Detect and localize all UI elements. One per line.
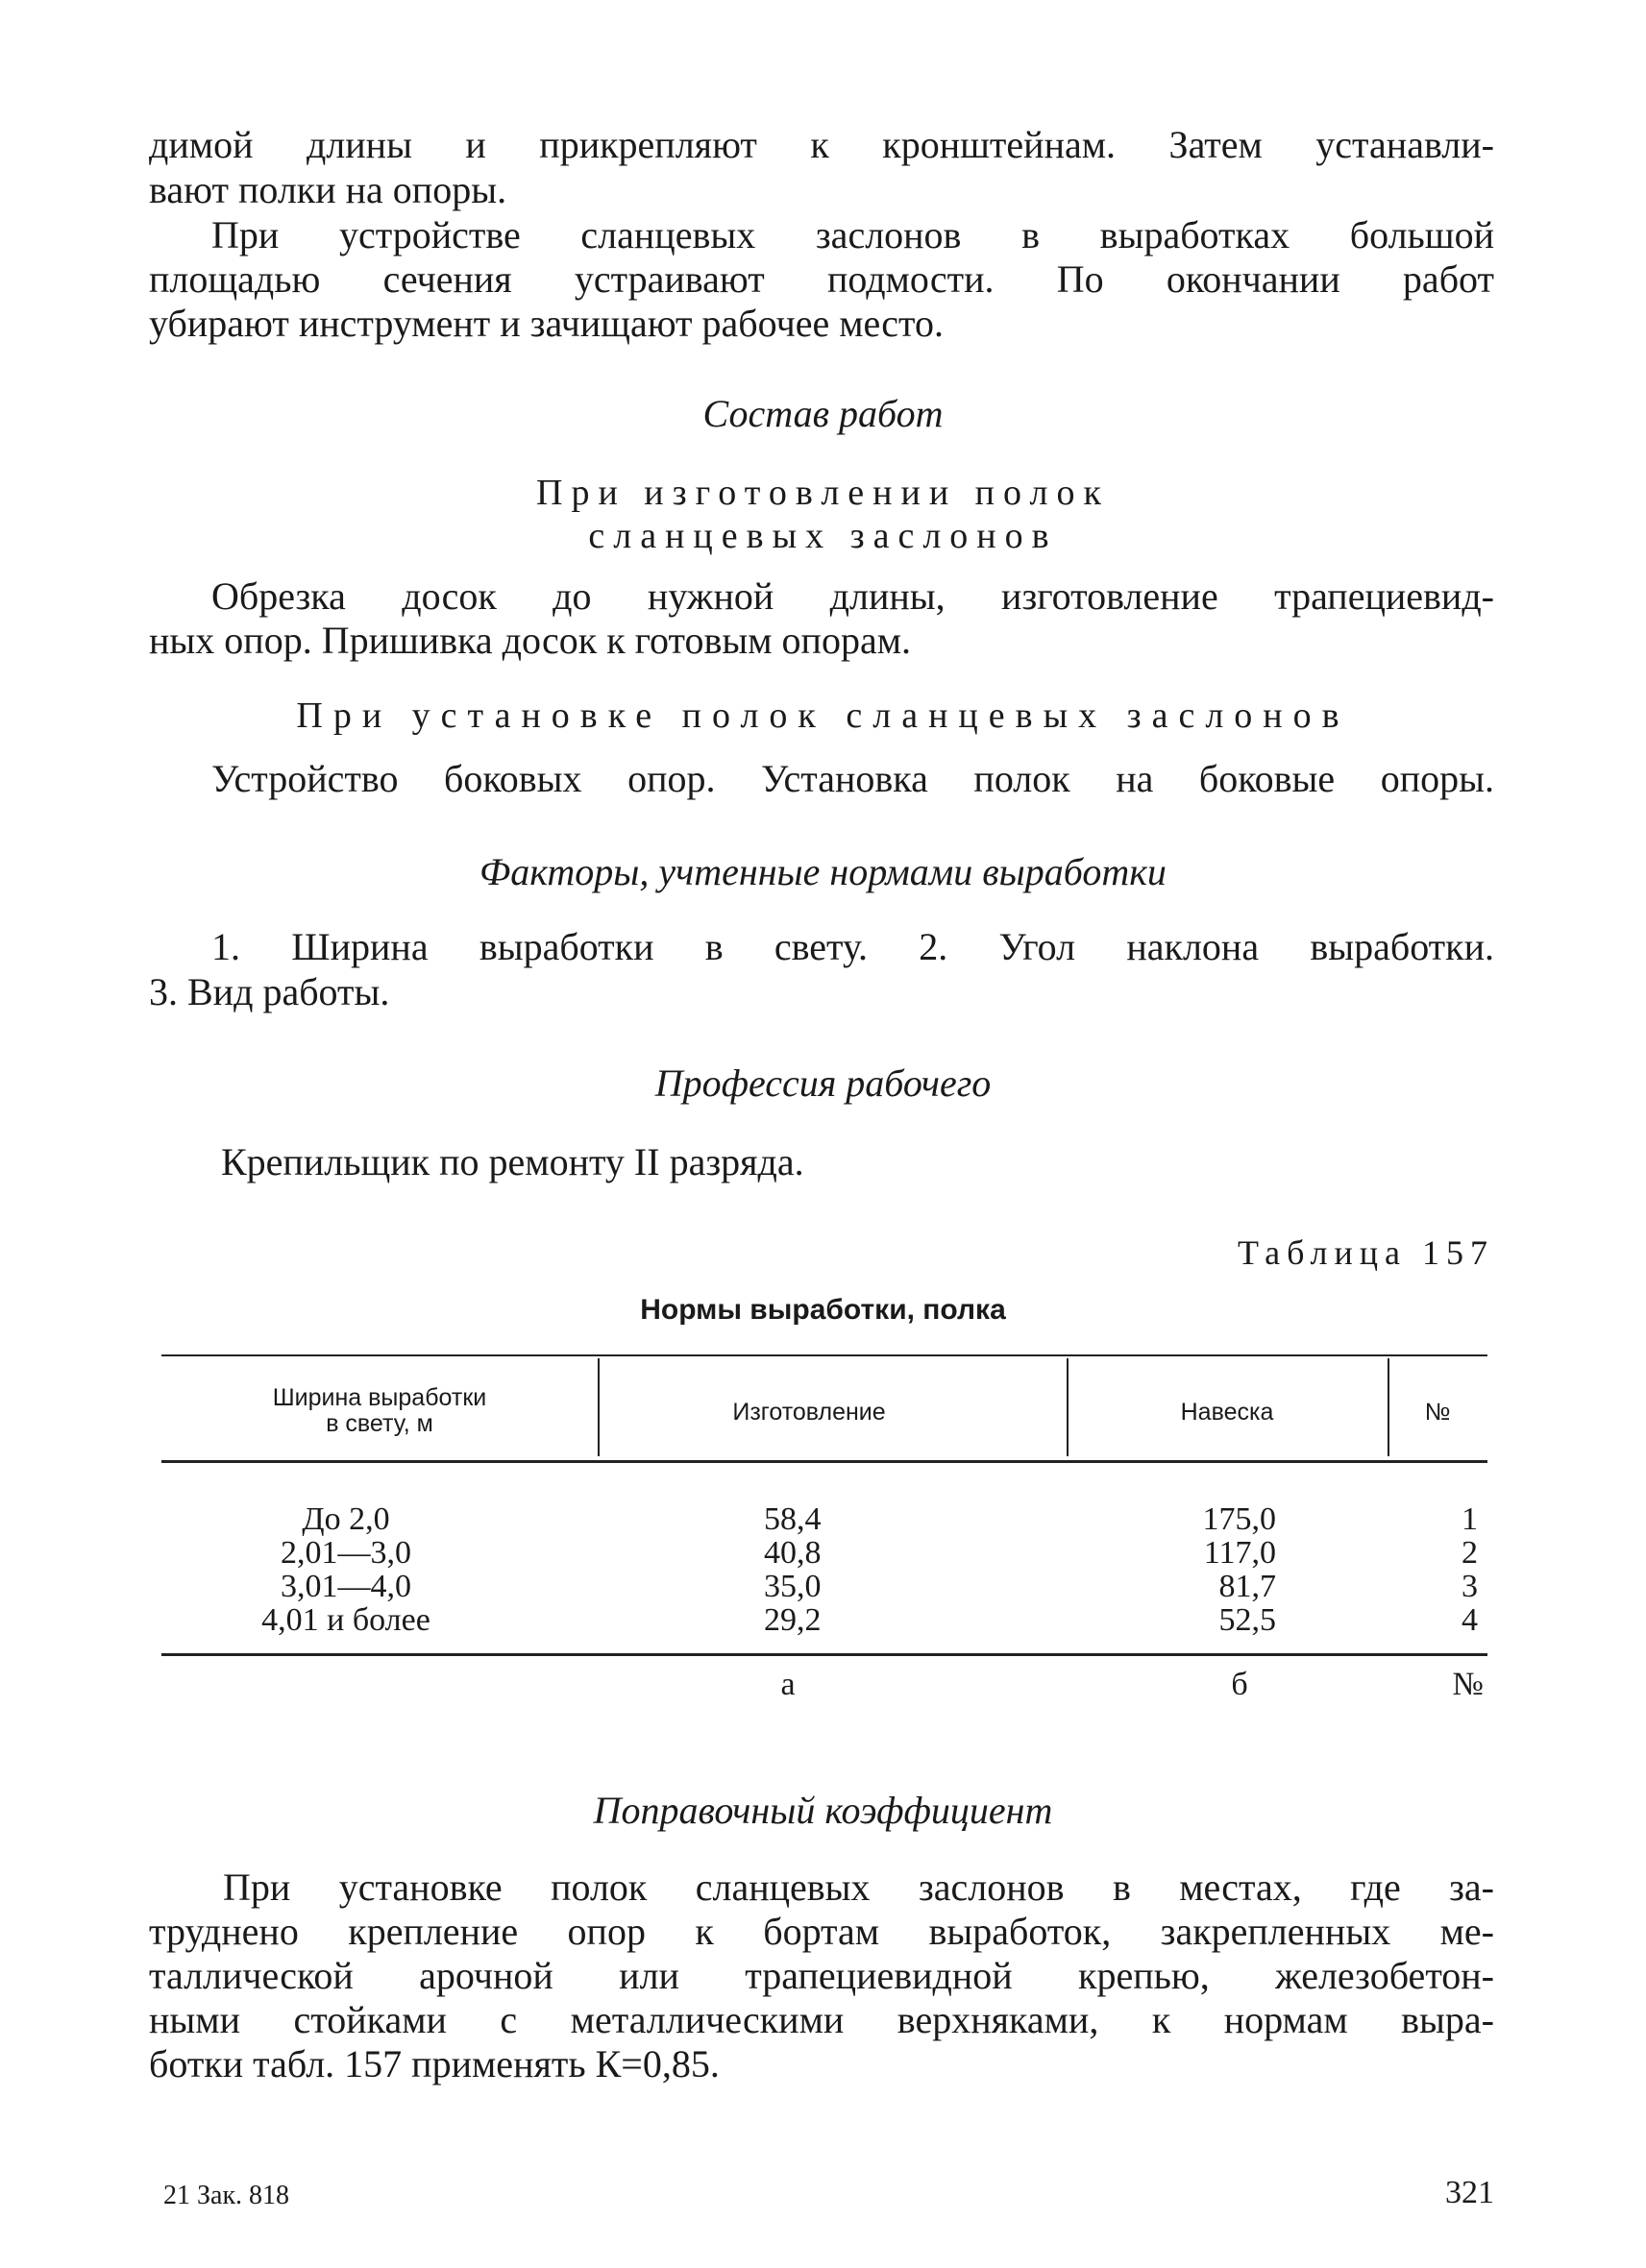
intro-line-3: При устройстве сланцевых заслонов в выработках большой	[211, 213, 1494, 256]
composition-title: Состав работ	[702, 392, 944, 435]
table-top-rule	[161, 1354, 1487, 1356]
row-3-width: 3,01—4,0	[281, 1569, 411, 1604]
row-4-number: 4	[1462, 1602, 1478, 1638]
row-4-width: 4,01 и более	[261, 1602, 430, 1638]
row-1-number: 1	[1462, 1501, 1478, 1537]
header-hanging: Навеска	[1180, 1399, 1274, 1426]
header-width-line-1: Ширина выработки	[272, 1384, 487, 1411]
table-title: Нормы выработки, полка	[640, 1294, 1006, 1326]
header-bottom-rule	[161, 1460, 1487, 1463]
row-4-manufacture: 29,2	[764, 1602, 822, 1638]
column-letter-number: №	[1452, 1667, 1484, 1702]
header-manufacture: Изготовление	[732, 1399, 886, 1426]
table-label: Таблица 157	[1238, 1233, 1494, 1272]
row-2-manufacture: 40,8	[764, 1535, 822, 1571]
footer-order: 21 Зак. 818	[163, 2181, 290, 2210]
row-2-width: 2,01—3,0	[281, 1535, 411, 1571]
correction-line-2: труднено крепление опор к бортам выработок, закрепленных ме-	[149, 1910, 1494, 1953]
header-number: №	[1424, 1399, 1451, 1426]
manufacture-title-line-1: При изготовлении полок	[536, 473, 1110, 513]
factors-title: Факторы, учтенные нормами выработки	[479, 850, 1167, 893]
row-2-number: 2	[1462, 1535, 1478, 1571]
correction-title: Поправочный коэффициент	[593, 1789, 1053, 1832]
factors-line-2: 3. Вид работы.	[149, 970, 390, 1013]
row-3-manufacture: 35,0	[764, 1569, 822, 1604]
factors-line-1: 1. Ширина выработки в свету. 2. Угол наклона выработки.	[211, 925, 1494, 968]
row-1-manufacture: 58,4	[764, 1501, 822, 1537]
correction-line-1: При установке полок сланцевых заслонов в местах, где за-	[223, 1866, 1494, 1909]
table-bottom-rule	[161, 1653, 1487, 1656]
profession-text: Крепильщик по ремонту II разряда.	[221, 1140, 804, 1183]
column-letter-hanging: б	[1231, 1667, 1248, 1702]
column-letter-manufacture: а	[780, 1667, 796, 1702]
page-number: 321	[1445, 2175, 1494, 2210]
manufacture-text-line-2: ных опор. Пришивка досок к готовым опорам.	[149, 619, 912, 662]
manufacture-title-line-2: сланцевых заслонов	[588, 516, 1058, 556]
row-4-hanging: 52,5	[1218, 1602, 1276, 1638]
correction-line-5: ботки табл. 157 применять К=0,85.	[149, 2042, 720, 2085]
row-1-hanging: 175,0	[1202, 1501, 1276, 1537]
profession-title: Профессия рабочего	[654, 1061, 992, 1105]
row-1-width: До 2,0	[302, 1501, 390, 1537]
intro-line-2: вают полки на опоры.	[149, 168, 507, 211]
install-title: При установке полок сланцевых заслонов	[296, 695, 1350, 736]
correction-line-4: ными стойками с металлическими верхняками, к нормам выра-	[149, 1998, 1494, 2041]
intro-line-4: площадью сечения устраивают подмости. По окончании работ	[149, 257, 1494, 301]
manufacture-text-line-1: Обрезка досок до нужной длины, изготовление трапециевид-	[211, 574, 1494, 618]
correction-line-3: таллической арочной или трапециевидной крепью, железобетон-	[149, 1954, 1494, 1997]
header-width-line-2: в свету, м	[326, 1410, 433, 1437]
intro-line-5: убирают инструмент и зачищают рабочее место.	[149, 302, 944, 345]
row-3-number: 3	[1462, 1569, 1478, 1604]
intro-line-1: димой длины и прикрепляют к кронштейнам. Затем устанавли-	[149, 123, 1494, 166]
row-2-hanging: 117,0	[1203, 1535, 1276, 1571]
row-3-hanging: 81,7	[1218, 1569, 1276, 1604]
install-text: Устройство боковых опор. Установка полок на боковые опоры.	[211, 757, 1494, 800]
